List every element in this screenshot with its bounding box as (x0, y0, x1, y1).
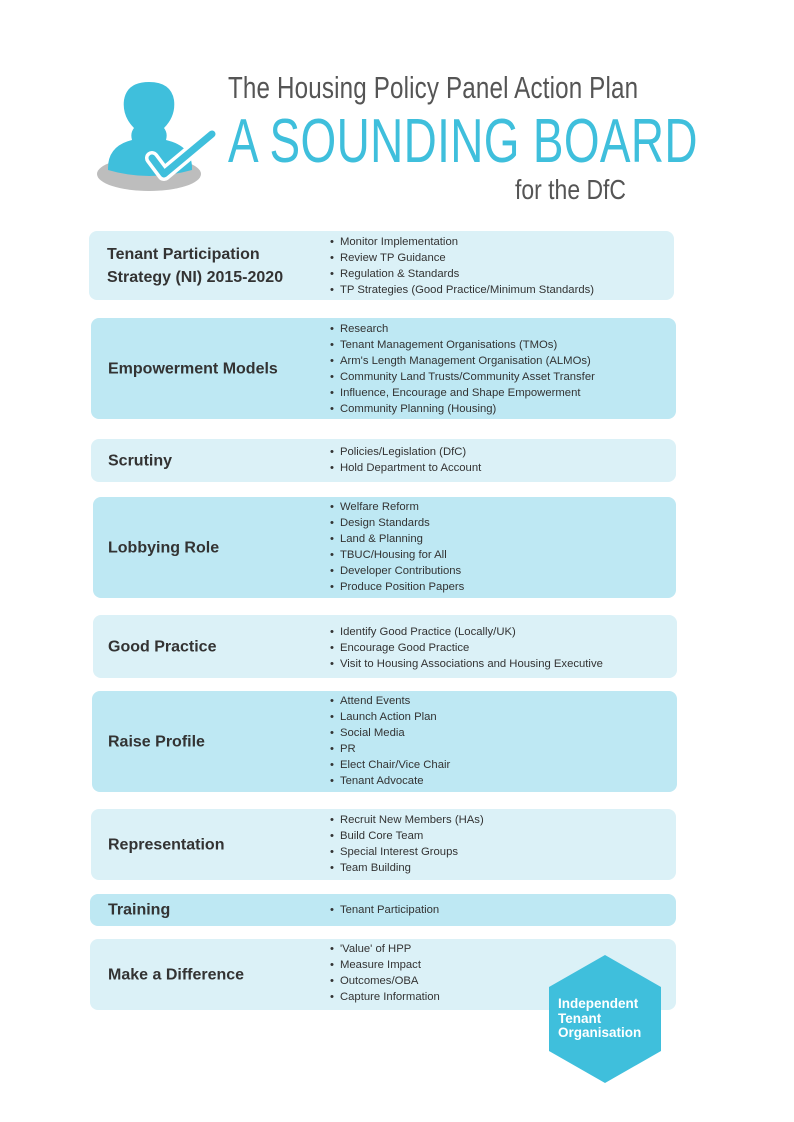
list-item: • Review TP Guidance (330, 250, 594, 266)
row-title: Scrutiny (108, 452, 173, 469)
row-title: Tenant Participation Strategy (NI) 2015-2020 (107, 245, 284, 286)
list-item: • Design Standards (330, 515, 464, 531)
badge-line-3: Organisation (558, 1025, 642, 1040)
list-item: • Land & Planning (330, 531, 464, 547)
row-title: Raise Profile (108, 733, 205, 750)
list-item: • Developer Contributions (330, 563, 464, 579)
row-training (90, 894, 676, 926)
person-check-icon (92, 78, 217, 198)
list-item: • Elect Chair/Vice Chair (330, 757, 450, 773)
badge-line-1: Independent (558, 996, 639, 1011)
list-item: • Policies/Legislation (DfC) (330, 444, 481, 460)
list-item: • Attend Events (330, 693, 450, 709)
list-item: • Encourage Good Practice (330, 640, 603, 656)
list-item: • Build Core Team (330, 828, 484, 844)
bullet-list (330, 624, 603, 672)
row-title: Representation (108, 836, 225, 853)
list-item: • Tenant Management Organisations (TMOs) (330, 337, 595, 353)
list-item: • Produce Position Papers (330, 579, 464, 595)
row-representation (91, 809, 676, 880)
bullet-list (330, 941, 440, 1005)
list-item: • Team Building (330, 860, 484, 876)
bullet-list (330, 812, 484, 876)
row-title: Empowerment Models (108, 360, 278, 377)
list-item: • Social Media (330, 725, 450, 741)
list-item: • Special Interest Groups (330, 844, 484, 860)
row-tenant-participation-strategy (89, 231, 674, 300)
list-item: • Measure Impact (330, 957, 440, 973)
list-item: • Monitor Implementation (330, 234, 594, 250)
row-raise-profile (92, 691, 677, 792)
bullet-list (330, 499, 464, 595)
badge-label (558, 997, 641, 1041)
row-title: Good Practice (108, 638, 217, 655)
badge-line-2: Tenant (558, 1010, 602, 1026)
bullet-list (330, 902, 439, 918)
row-title: Make a Difference (108, 966, 245, 983)
list-item: • Capture Information (330, 989, 440, 1005)
list-item: • Visit to Housing Associations and Housing Executive (330, 656, 603, 672)
title-line-3: for the DfC (515, 174, 627, 205)
row-good-practice (93, 615, 677, 678)
list-item: • Influence, Encourage and Shape Empowerment (330, 385, 595, 401)
bullet-list (330, 444, 481, 476)
bullet-list (330, 234, 594, 298)
list-item: • Hold Department to Account (330, 460, 481, 476)
list-item: • TP Strategies (Good Practice/Minimum Standards) (330, 282, 594, 298)
list-item: • Outcomes/OBA (330, 973, 440, 989)
page-title: A SOUNDING BOARD (228, 107, 698, 176)
bullet-list (330, 693, 450, 789)
row-lobbying-role (93, 497, 676, 598)
list-item: • Regulation & Standards (330, 266, 594, 282)
row-title: Training (108, 901, 171, 919)
row-title: Lobbying Role (108, 539, 220, 556)
list-item: • Community Planning (Housing) (330, 401, 595, 417)
row-scrutiny (91, 439, 676, 482)
list-item: • 'Value' of HPP (330, 941, 440, 957)
list-item: • Community Land Trusts/Community Asset Transfer (330, 369, 595, 385)
list-item: • Research (330, 321, 595, 337)
list-item: • Identify Good Practice (Locally/UK) (330, 624, 603, 640)
list-item: • Recruit New Members (HAs) (330, 812, 484, 828)
list-item: • Arm's Length Management Organisation (ALMOs) (330, 353, 595, 369)
list-item: • Launch Action Plan (330, 709, 450, 725)
list-item: • Tenant Advocate (330, 773, 450, 789)
list-item: • Tenant Participation (330, 902, 439, 918)
list-item: • Welfare Reform (330, 499, 464, 515)
list-item: • PR (330, 741, 450, 757)
bullet-list (330, 321, 595, 417)
title-line-1: The Housing Policy Panel Action Plan (228, 70, 639, 105)
list-item: • TBUC/Housing for All (330, 547, 464, 563)
row-empowerment-models (91, 318, 676, 419)
